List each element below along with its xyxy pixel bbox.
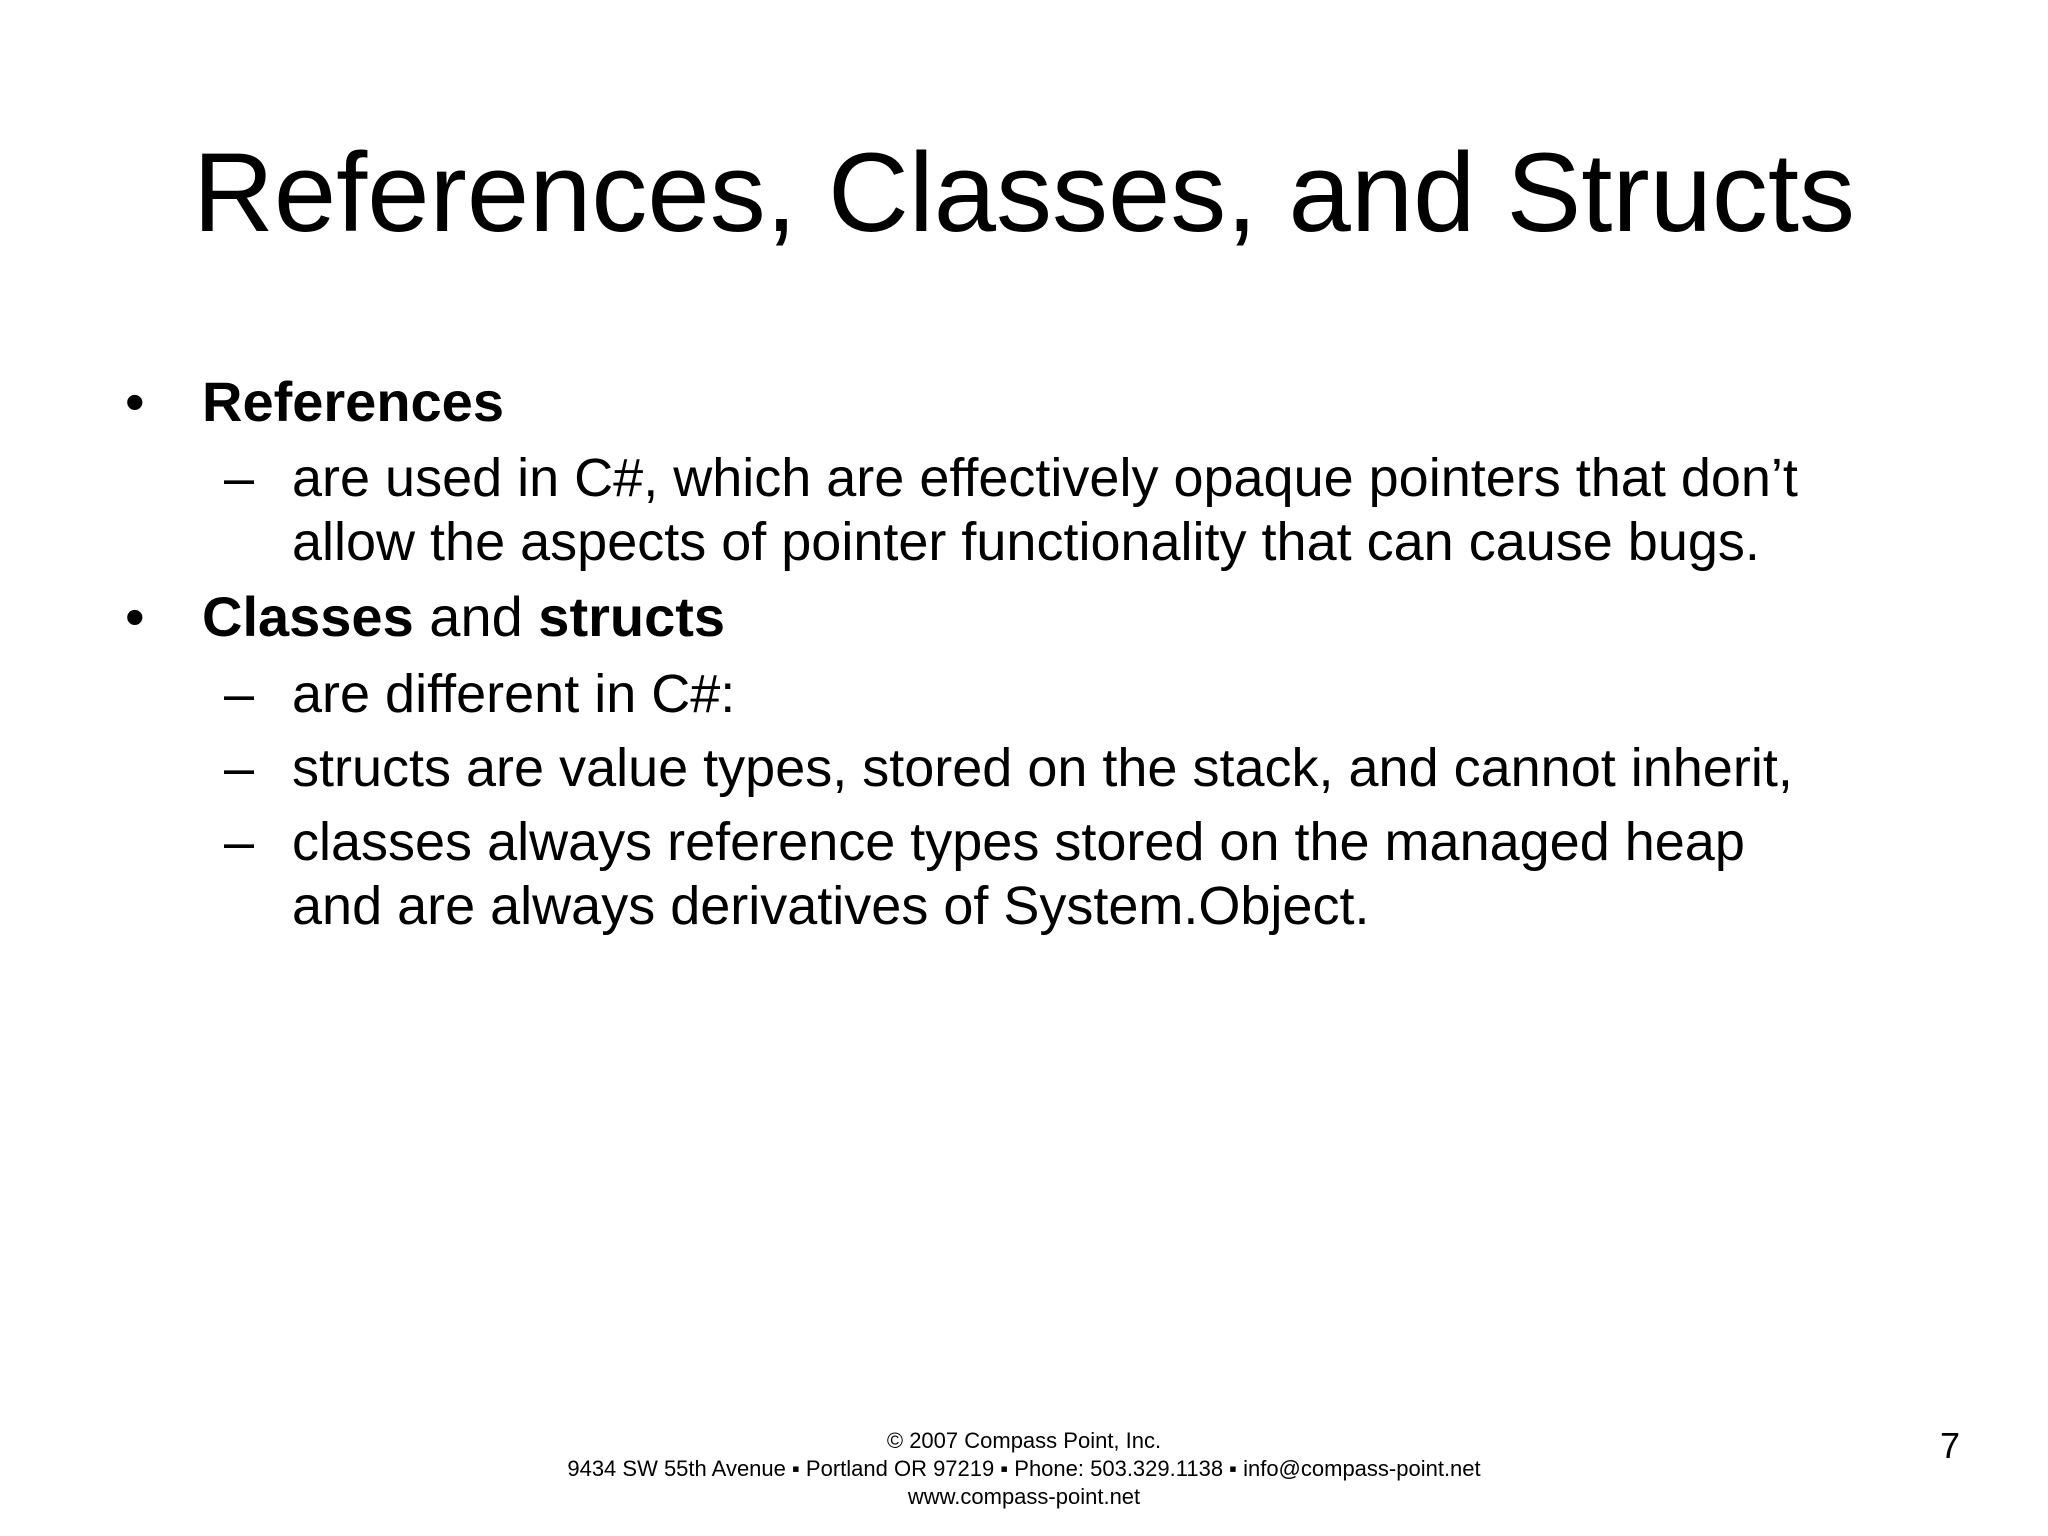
footer-address: 9434 SW 55th Avenue ▪ Portland OR 97219 ▪ Phone: 503.329.1138 ▪ info@compass-point.net: [567, 1456, 1481, 1481]
sub-bullet-line: and are always derivatives of System.Object.: [292, 876, 1370, 936]
bullet-bold-term: Classes: [202, 585, 414, 648]
bullet-text: [202, 585, 725, 649]
bullet-glyph: •: [125, 585, 145, 648]
dash-glyph: –: [224, 738, 255, 798]
dash-glyph: –: [224, 812, 255, 872]
bullet-bold-term: References: [202, 370, 504, 433]
dash-glyph: –: [224, 664, 255, 724]
sub-bullet-line: allow the aspects of pointer functionality that can cause bugs.: [292, 512, 1760, 572]
footer-copyright: © 2007 Compass Point, Inc.: [886, 1428, 1162, 1453]
slide-footer: [0, 1427, 2048, 1511]
sub-bullet-line: structs are value types, stored on the stack, and cannot inherit,: [292, 738, 1793, 798]
sub-bullet-line: are different in C#:: [292, 664, 736, 724]
bullet-bold-term: structs: [538, 585, 726, 648]
slide-title: References, Classes, and Structs: [192, 130, 1856, 255]
bullet-text: [202, 370, 504, 434]
page-number: 7: [1939, 1425, 1960, 1466]
footer-website: www.compass-point.net: [907, 1484, 1141, 1509]
sub-bullet-line: classes always reference types stored on the managed heap: [292, 812, 1745, 872]
dash-glyph: –: [224, 448, 255, 508]
bullet-glyph: •: [125, 370, 145, 433]
sub-bullet-line: are used in C#, which are effectively opaque pointers that don’t: [292, 448, 1798, 508]
bullet-connector: and: [413, 585, 539, 648]
